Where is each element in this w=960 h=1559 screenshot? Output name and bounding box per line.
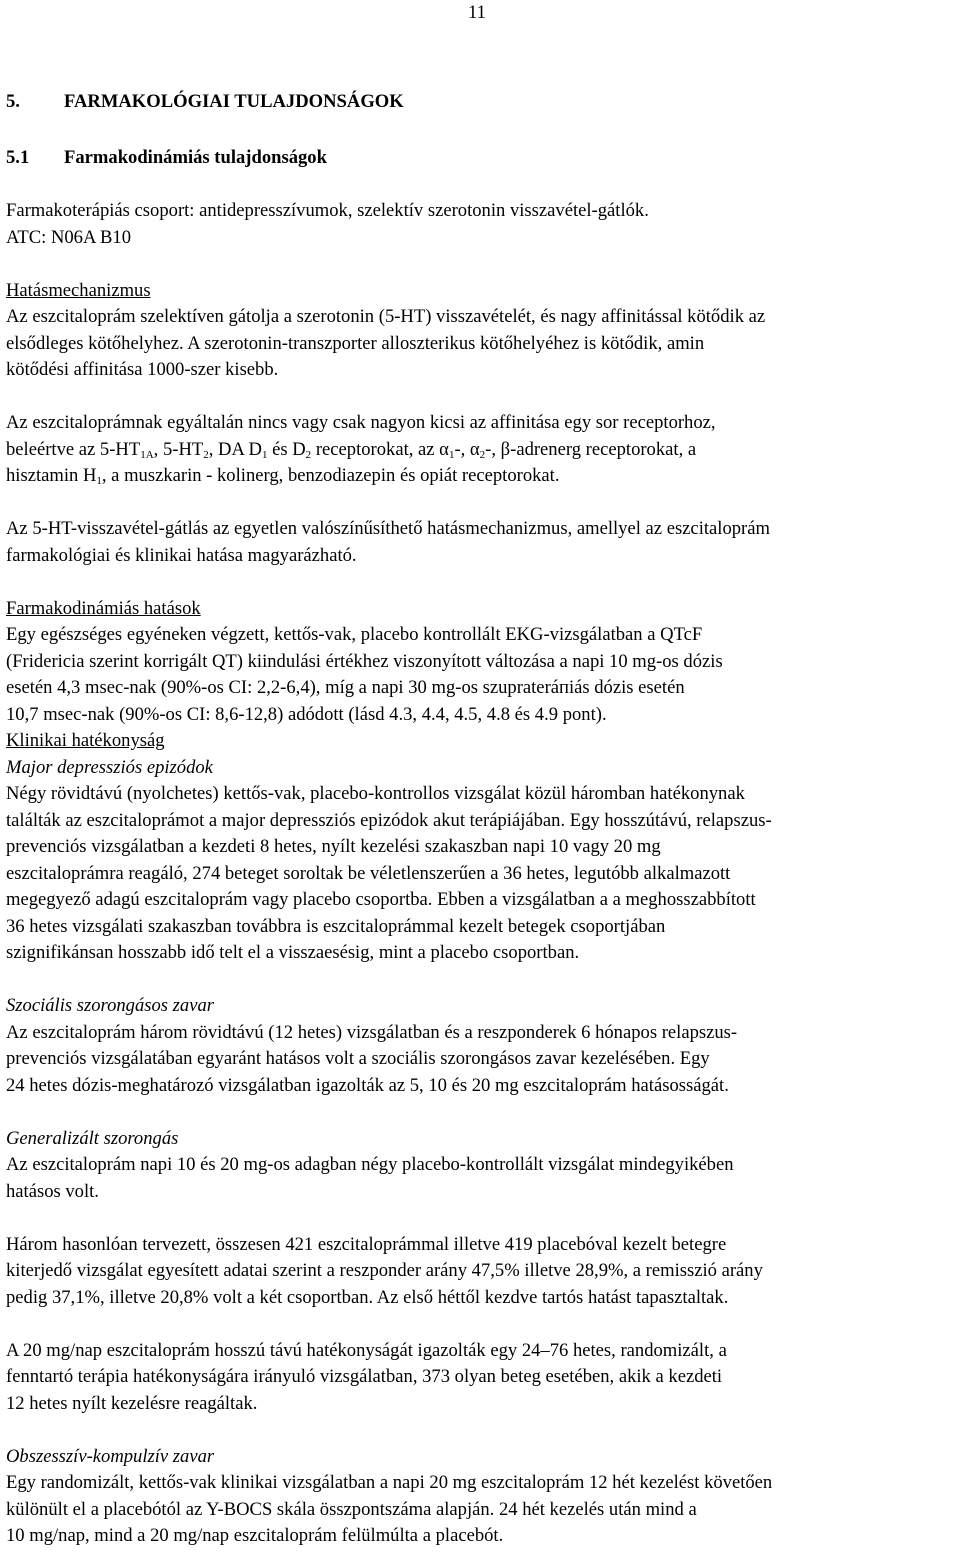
mechanism-summary-line: farmakológiai és klinikai hatása magyarázható. [6, 544, 357, 566]
text-line: különült el a placebótól az Y-BOCS skála összpontszáma alapján. 24 hét kezelés után mind a [6, 1498, 697, 1520]
body-text [6, 198, 958, 1550]
text-line: hatásos volt. [6, 1180, 99, 1202]
gad-pooled-paragraph [6, 1232, 958, 1312]
text-line: 10 mg/nap, mind a 20 mg/nap eszcitaloprám felülmúlta a placebót. [6, 1525, 504, 1546]
page-number: 11 [468, 2, 486, 23]
mdd-heading: Major depressziós epizódok [6, 756, 213, 778]
section-title: FARMAKOLÓGIAI TULAJDONSÁGOK [64, 91, 404, 112]
subsection-title: Farmakodinámiás tulajdonságok [64, 147, 327, 168]
text-line: szignifikánsan hosszabb idő telt el a visszaesésig, mint a placebo csoportban. [6, 942, 580, 963]
text-line: Négy rövidtávú (nyolchetes) kettős-vak, placebo-kontrollos vizsgálat közül háromban hatékonynak [6, 783, 745, 804]
pd-effects-line: esetén 4,3 msec-nak (90%-os CI: 2,2-6,4), míg a napi 30 mg-os szuprateráпiás dózis esetén [6, 677, 685, 698]
text-line: Az eszcitaloprám három rövidtávú (12 hetes) vizsgálatban és a reszponderek 6 hónapos relapszus- [6, 1021, 738, 1043]
section-heading [6, 91, 404, 113]
affinity-text-line: hisztamin $H_1$, a muszkarin - kolinerg, benzodiazepin és opiát receptorokat. [6, 465, 560, 487]
mdd-paragraph [6, 781, 958, 967]
mechanism-text-line: kötődési affinitása 1000-szer kisebb. [6, 359, 279, 380]
subsection-heading [6, 147, 327, 169]
text-line: fenntartó terápia hatékonyságára irányuló vizsgálatban, 373 olyan beteg esetében, akik a kezdeti [6, 1366, 723, 1387]
atc-code: ATC: N06A B10 [6, 226, 132, 248]
gad-heading: Generalizált szorongás [6, 1127, 179, 1149]
subsection-number: 5.1 [6, 147, 30, 168]
text-line: találták az eszcitaloprámot a major depressziós epizódok akut terápiájában. Egy hosszútávú, relapszus- [6, 809, 772, 831]
gad-paragraph [6, 1152, 958, 1205]
mechanism-text-line: Az eszcitaloprám szelektíven gátolja a szerotonin (5-HT) visszavételét, és nagy affinitással kötődik az [6, 306, 766, 327]
text-line: A 20 mg/nap eszcitaloprám hosszú távú hatékonyságát igazolták egy 24–76 hetes, randomizált, a [6, 1339, 727, 1361]
mechanism-summary-line: Az 5-HT-visszavétel-gátlás az egyetlen valószínűsíthető hatásmechanizmus, amellyel az eszcitaloprám [6, 518, 770, 539]
sad-paragraph [6, 1020, 958, 1100]
text-line: eszcitaloprámra reagáló, 274 beteget soroltak be véletlenszerűen a 36 hetes, legutóbb alkalmazott [6, 862, 731, 884]
text-line: 24 hetes dózis-meghatározó vizsgálatban igazolták az 5, 10 és 20 mg eszcitaloprám hatásosságát. [6, 1074, 729, 1096]
text-line: 12 hetes nyílt kezelésre reagáltak. [6, 1392, 258, 1414]
text-line: prevenciós vizsgálatában egyaránt hatásos volt a szociális szorongásos zavar kezelésében. Egy [6, 1048, 710, 1069]
pd-effects-line: 10,7 msec-nak (90%-os CI: 8,6-12,8) adódott (lásd 4.3, 4.4, 4.5, 4.8 és 4.9 pont). [6, 703, 607, 725]
mechanism-heading: Hatásmechanizmus [6, 279, 151, 301]
pd-effects-heading: Farmakodinámiás hatások [6, 597, 201, 619]
text-line: prevenciós vizsgálatban a kezdeti 8 hetes, nyílt kezelési szakaszban napi 10 vagy 20 mg [6, 836, 661, 857]
text-line: Egy randomizált, kettős-vak klinikai vizsgálatban a napi 20 mg eszcitaloprám 12 hét kezelést követően [6, 1472, 773, 1493]
pd-effects-line: Egy egészséges egyéneken végzett, kettős-vak, placebo kontrollált EKG-vizsgálatban a QTcF [6, 624, 703, 645]
mechanism-text-line: elsődleges kötőhelyhez. A szerotonin-transzporter alloszterikus kötőhelyéhez is kötődik, amin [6, 332, 705, 354]
ocd-heading: Obszesszív-kompulzív zavar [6, 1445, 215, 1467]
section-number: 5. [6, 91, 20, 112]
text-line: Az eszcitaloprám napi 10 és 20 mg-os adagban négy placebo-kontrollált vizsgálat mindegyikében [6, 1154, 734, 1175]
text-line: 36 hetes vizsgálati szakaszban továbbra is eszcitaloprámmal kezelt betegek csoportjában [6, 915, 666, 937]
text-line: Három hasonlóan tervezett, összesen 421 eszcitaloprámmal illetve 419 placebóval kezelt betegre [6, 1233, 727, 1255]
ocd-paragraph [6, 1470, 958, 1550]
text-line: pedig 37,1%, illetve 20,8% volt a két csoportban. Az első héttől kezdve tartós hatást tapasztaltak. [6, 1286, 729, 1308]
gad-longterm-paragraph [6, 1338, 958, 1418]
text-line: megegyező adagú eszcitaloprám vagy placebo csoportba. Ebben a vizsgálatban a a meghosszabbított [6, 889, 756, 910]
pd-effects-line: (Fridericia szerint korrigált QT) kiindulási értékhez viszonyított változása a napi 10 mg-os dózis [6, 650, 723, 672]
clinical-efficacy-heading: Klinikai hatékonyság [6, 730, 165, 751]
affinity-text-line: beleértve az $5-HT_{1A}$, $5-HT_2$, DA $D_1$ és $D_2$ receptorokat, az $\alpha_1-$, $\alpha_2-$, β-adrenerg receptorokat, a [6, 438, 697, 461]
pharmacotherapeutic-group: Farmakoterápiás csoport: antidepresszívumok, szelektív szerotonin visszavétel-gátlók. [6, 200, 649, 221]
text-line: kiterjedő vizsgálat egyesített adatai szerint a reszponder arány 47,5% illetve 28,9%, a remisszió arány [6, 1260, 763, 1281]
sad-heading: Szociális szorongásos zavar [6, 995, 214, 1016]
affinity-text-line: Az eszcitaloprámnak egyáltalán nincs vagy csak nagyon kicsi az affinitása egy sor receptorhoz, [6, 412, 716, 433]
